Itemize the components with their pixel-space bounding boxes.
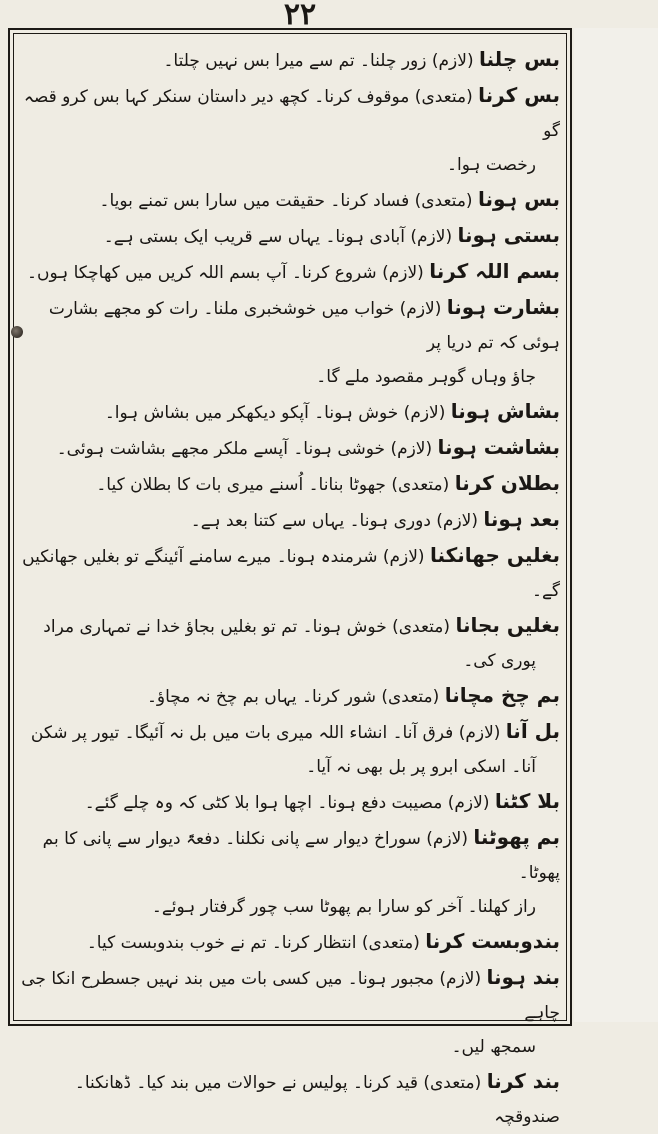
dictionary-entry: [18, 290, 562, 394]
entry-definition: (لازم) دوری ہونا۔ یہاں سے کتنا بعد ہے۔: [190, 511, 478, 531]
entry-definition: (متعدی) شور کرنا۔ یہاں بم چخ نہ مچاؤ۔: [146, 687, 440, 707]
entry-definition: (متعدی) انتظار کرنا۔ تم نے خوب بندوبست کیا۔: [86, 933, 420, 953]
entry-definition: (لازم) خوشی ہونا۔ آپسے ملکر مجھے بشاشت ہوئی۔: [56, 439, 433, 459]
entry-definition: (متعدی) قید کرنا۔ پولیس نے حوالات میں بند کیا۔ ڈھانکنا۔ صندوقچہ: [74, 1073, 560, 1127]
dictionary-entry: [18, 254, 562, 290]
entry-definition: (متعدی) فساد کرنا۔ حقیقت میں سارا بس تمنے بویا۔: [99, 191, 473, 211]
dictionary-entry: [18, 218, 562, 254]
dictionary-entry: [18, 182, 562, 218]
dictionary-entry: [18, 820, 562, 924]
entry-continuation: آنا۔ اسکی ابرو پر بل بھی نہ آیا۔: [306, 757, 536, 777]
entry-term: بندوبست کرنا: [425, 929, 560, 953]
dictionary-entry: [18, 678, 562, 714]
entry-term: بس ہونا: [477, 187, 560, 211]
dictionary-entry: [18, 538, 562, 608]
entry-definition: (لازم) مصیبت دفع ہونا۔ اچھا ہوا بلا کٹی کہ وہ چلے گئے۔: [84, 793, 490, 813]
page-frame: [8, 28, 572, 1127]
entry-continuation: راز کھلنا۔ آخر کو سارا بم پھوٹا سب چور گرفتار ہوئے۔: [151, 897, 536, 917]
dictionary-entry: [18, 430, 562, 466]
entry-definition: (متعدی) خوش ہونا۔ تم تو بغلیں بجاؤ خدا نے تمہاری مراد: [43, 617, 451, 637]
dictionary-entry: [18, 466, 562, 502]
entry-term: بند کرنا: [486, 1069, 560, 1093]
entry-term: بعد ہونا: [483, 507, 560, 531]
entry-continuation: رخصت ہوا۔: [447, 155, 536, 175]
entry-term: بشاش ہونا: [450, 399, 560, 423]
entry-term: بشاشت ہونا: [437, 435, 560, 459]
entry-definition: (لازم) آبادی ہونا۔ یہاں سے قریب ایک بستی ہے۔: [103, 227, 453, 247]
entry-definition: (لازم) خواب میں خوشخبری ملنا۔ رات کو مجھے بشارت ہوئی کہ تم دریا پر: [48, 299, 560, 353]
entry-term: بل آنا: [505, 719, 560, 743]
entry-definition: (لازم) خوش ہونا۔ آپکو دیکھکر میں بشاش ہوا۔: [104, 403, 446, 423]
entry-definition: (لازم) سوراخ دیوار سے پانی نکلنا۔ دفعۃً دیوار سے پانی کا بم پھوٹا۔: [42, 829, 560, 883]
entry-term: بسم اللہ کرنا: [429, 259, 560, 283]
entry-definition: (لازم) شروع کرنا۔ آپ بسم اللہ کریں میں کھاچکا ہوں۔: [27, 263, 424, 283]
dictionary-entry: [18, 502, 562, 538]
dictionary-entry: [18, 394, 562, 430]
page-number: ۲۲: [283, 0, 317, 32]
dictionary-entry: [18, 608, 562, 678]
binding-hole: [11, 326, 23, 338]
entry-term: بستی ہونا: [457, 223, 560, 247]
dictionary-entry: [18, 960, 562, 1064]
entry-definition: (لازم) فرق آنا۔ انشاء اللہ میری بات میں بل نہ آئیگا۔ تیور پر شکن: [30, 723, 501, 743]
dictionary-entry: [18, 1064, 562, 1134]
entry-definition: (لازم) شرمندہ ہونا۔ میرے سامنے آئینگے تو بغلیں جھانکیں گے۔: [22, 547, 560, 601]
entry-term: بم چخ مچانا: [444, 683, 560, 707]
entry-term: بند ہونا: [486, 965, 560, 989]
entry-term: بغلیں جھانکنا: [429, 543, 560, 567]
entry-term: بطلان کرنا: [454, 471, 560, 495]
dictionary-entry: [18, 924, 562, 960]
dictionary-entry: [18, 714, 562, 784]
entry-term: بس چلنا: [479, 47, 560, 71]
entry-definition: (لازم) مجبور ہونا۔ میں کسی بات میں بند نہیں جسطرح انکا جی چاہے: [21, 969, 560, 1023]
entry-term: بشارت ہونا: [446, 295, 560, 319]
entry-term: بلا کٹنا: [494, 789, 560, 813]
right-margin: [574, 28, 658, 1022]
dictionary-entry: [18, 42, 562, 78]
dictionary-entry: [18, 784, 562, 820]
entry-definition: (متعدی) موقوف کرنا۔ کچھ دیر داستان سنکر کہا بس کرو قصہ گو: [23, 87, 560, 141]
entry-continuation: جاؤ وہاں گوہر مقصود ملے گا۔: [316, 367, 536, 387]
dictionary-entries: [18, 42, 562, 1134]
dictionary-entry: [18, 78, 562, 182]
entry-term: بس کرنا: [478, 83, 560, 107]
entry-term: بم پھوٹنا: [473, 825, 560, 849]
entry-definition: (لازم) زور چلنا۔ تم سے میرا بس نہیں چلتا۔: [163, 51, 474, 71]
entry-continuation: پوری کی۔: [463, 651, 536, 671]
entry-term: بغلیں بجانا: [455, 613, 560, 637]
entry-definition: (متعدی) جھوٹا بنانا۔ اُسنے میری بات کا بطلان کیا۔: [96, 475, 450, 495]
entry-continuation: سمجھ لیں۔: [451, 1037, 536, 1057]
